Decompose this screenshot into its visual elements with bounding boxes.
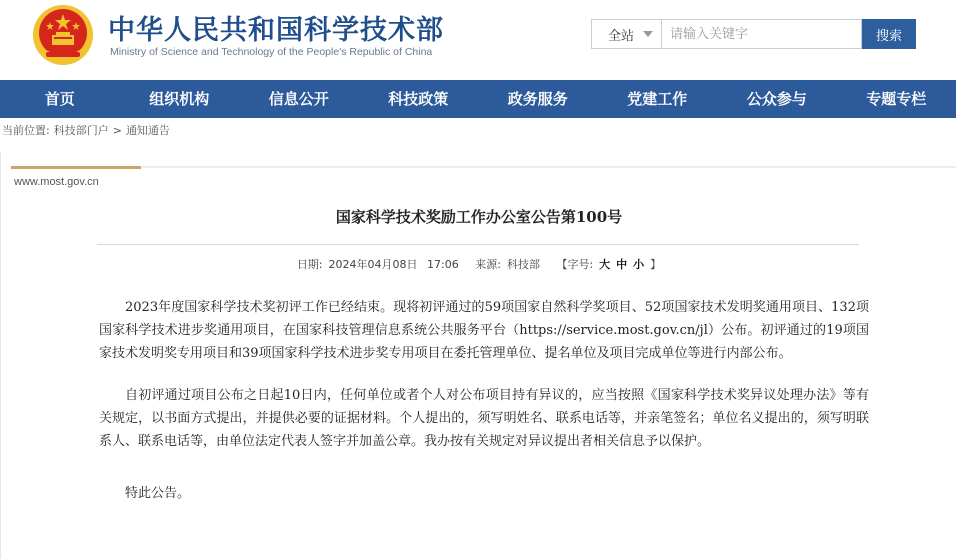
caret-down-icon	[643, 31, 653, 37]
nav-item-organization[interactable]: 组织机构	[149, 90, 210, 108]
nav-item-special-topics[interactable]: 专题专栏	[866, 90, 927, 108]
font-size-medium-button[interactable]: 中	[616, 258, 628, 271]
article-meta	[1, 256, 956, 272]
article-paragraph: 自初评通过项目公布之日起10日内，任何单位或者个人对公布项目持有异议的，应当按照《国家科学技术奖异议处理办法》等有关规定，以书面方式提出，并提供必要的证据材料。个人提出的，须写明姓名、联系电话等，并亲笔签名；单位名义提出的，须写明联系人、联系电话等，由单位法定代表人签字并加盖公章。我办按有关规定对异议提出者相关信息予以保护。	[99, 388, 869, 449]
breadcrumb-home-link[interactable]: 科技部门户	[53, 124, 109, 137]
font-size-small-button[interactable]: 小	[633, 258, 645, 271]
source-label: 来源:	[475, 258, 501, 271]
font-size-large-button[interactable]: 大	[599, 258, 611, 271]
article-title: 国家科学技术奖励工作办公室公告第100号	[335, 208, 623, 226]
search-input[interactable]	[661, 19, 862, 49]
font-size-close: 】	[650, 258, 662, 271]
breadcrumb	[0, 120, 170, 142]
card-divider	[11, 166, 956, 168]
font-size-label: 【字号:	[556, 258, 594, 271]
site-title[interactable]: 中华人民共和国科学技术部	[108, 15, 444, 46]
title-divider	[97, 244, 859, 245]
breadcrumb-separator: >	[112, 124, 122, 137]
nav-item-public-participation[interactable]: 公众参与	[746, 90, 807, 108]
article-paragraph: 2023年度国家科学技术奖初评工作已经结束。现将初评通过的59项国家自然科学奖项目、52项国家技术发明奖通用项目、132项国家科学技术进步奖通用项目，在国家科技管理信息系统公共服务平台（https://service.most.gov.cn/jl）公布。初评通过的19项国家技术发明奖专用项目和39项国家科学技术进步奖专用项目在委托管理单位、提名单位及项目完成单位等进行内部公布。	[99, 300, 869, 361]
card-accent-bar	[11, 166, 141, 169]
nav-item-party-building[interactable]: 党建工作	[627, 90, 688, 108]
article-paragraph: 特此公告。	[125, 486, 191, 501]
publish-time: 17:06	[427, 258, 459, 271]
breadcrumb-label: 当前位置:	[2, 124, 50, 137]
national-emblem-icon[interactable]	[32, 4, 94, 66]
nav-item-home[interactable]: 首页	[44, 90, 75, 108]
search-button[interactable]: 搜索	[862, 19, 916, 49]
nav-item-policy[interactable]: 科技政策	[388, 90, 449, 108]
article-card	[0, 152, 956, 559]
search-scope-select[interactable]	[591, 19, 661, 49]
source-value: 科技部	[506, 258, 540, 271]
nav-item-government-services[interactable]: 政务服务	[507, 90, 568, 108]
publish-date: 2024年04月08日	[328, 258, 418, 271]
site-header	[0, 0, 956, 80]
breadcrumb-current-link[interactable]: 通知通告	[125, 124, 170, 137]
main-nav	[0, 80, 956, 118]
site-url: www.most.gov.cn	[14, 176, 99, 188]
search-scope-label: 全站	[608, 28, 635, 44]
nav-item-information-disclosure[interactable]: 信息公开	[268, 90, 329, 108]
site-title-english: Ministry of Science and Technology of the People's Republic of China	[110, 46, 433, 58]
date-label: 日期:	[296, 258, 323, 271]
